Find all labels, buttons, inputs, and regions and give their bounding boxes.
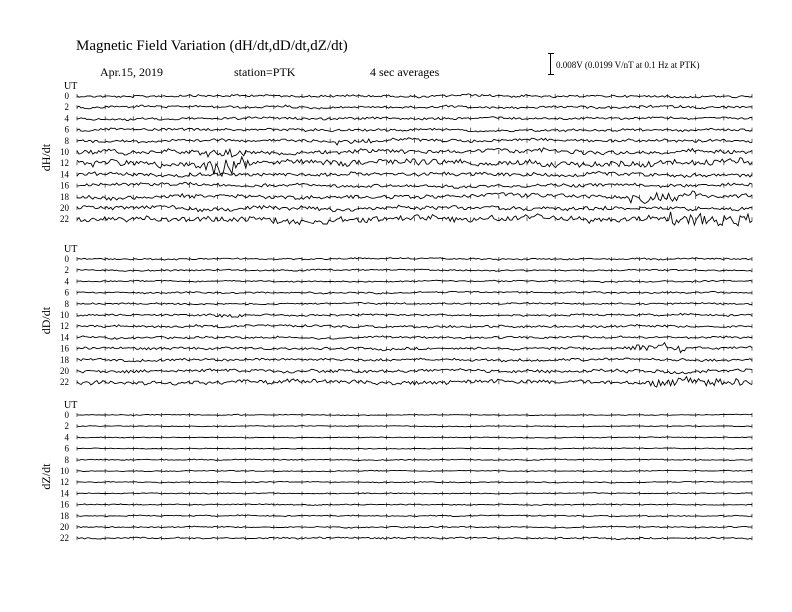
hour-label: 6	[64, 443, 69, 454]
hour-label: 12	[60, 321, 69, 332]
hour-label: 22	[60, 377, 69, 388]
hour-label: 4	[64, 276, 69, 287]
hour-label: 10	[60, 310, 69, 320]
hour-label: 4	[64, 113, 69, 124]
hour-label: 18	[60, 191, 69, 202]
hour-label: 0	[64, 254, 69, 264]
hour-label: 16	[60, 180, 69, 191]
hour-label: 2	[64, 421, 69, 432]
hour-label: 12	[60, 158, 69, 169]
hour-label: 18	[60, 354, 69, 365]
hour-label: 10	[60, 466, 69, 476]
hour-label: 10	[60, 147, 69, 157]
hour-label: 12	[60, 477, 69, 488]
hour-label: 6	[64, 287, 69, 298]
hour-label: 20	[60, 522, 69, 532]
scale-label: 0.008V (0.0199 V/nT at 0.1 Hz at PTK)	[556, 60, 700, 70]
hour-label: 16	[60, 343, 69, 354]
panel-dH-dt	[39, 81, 752, 226]
hour-label: 20	[60, 366, 69, 376]
ut-axis-label: UT	[64, 400, 78, 411]
ut-axis-label: UT	[64, 81, 78, 92]
hour-label: 14	[60, 332, 69, 343]
hour-label: 6	[64, 124, 69, 135]
panel-dZ-dt	[39, 400, 752, 543]
hour-label: 8	[64, 454, 69, 465]
panel-ylabel: dD/dt	[39, 306, 53, 335]
hour-label: 8	[64, 135, 69, 146]
hour-label: 22	[60, 214, 69, 225]
panel-ylabel: dZ/dt	[39, 463, 53, 490]
date-label: Apr.15, 2019	[100, 65, 163, 79]
hour-label: 18	[60, 510, 69, 521]
chart-title: Magnetic Field Variation (dH/dt,dD/dt,dZ/dt)	[76, 38, 348, 54]
averaging-label: 4 sec averages	[370, 65, 440, 79]
hour-label: 22	[60, 533, 69, 544]
hour-label: 0	[64, 91, 69, 101]
hour-label: 4	[64, 432, 69, 443]
hour-label: 20	[60, 203, 69, 213]
panel-dD-dt	[39, 244, 752, 387]
hour-label: 14	[60, 169, 69, 180]
hour-label: 2	[64, 102, 69, 113]
ut-axis-label: UT	[64, 244, 78, 255]
station-label: station=PTK	[234, 65, 296, 79]
hour-label: 2	[64, 265, 69, 276]
hour-label: 8	[64, 298, 69, 309]
hour-label: 14	[60, 488, 69, 499]
hour-label: 0	[64, 410, 69, 420]
panel-ylabel: dH/dt	[39, 143, 53, 172]
hour-label: 16	[60, 499, 69, 510]
